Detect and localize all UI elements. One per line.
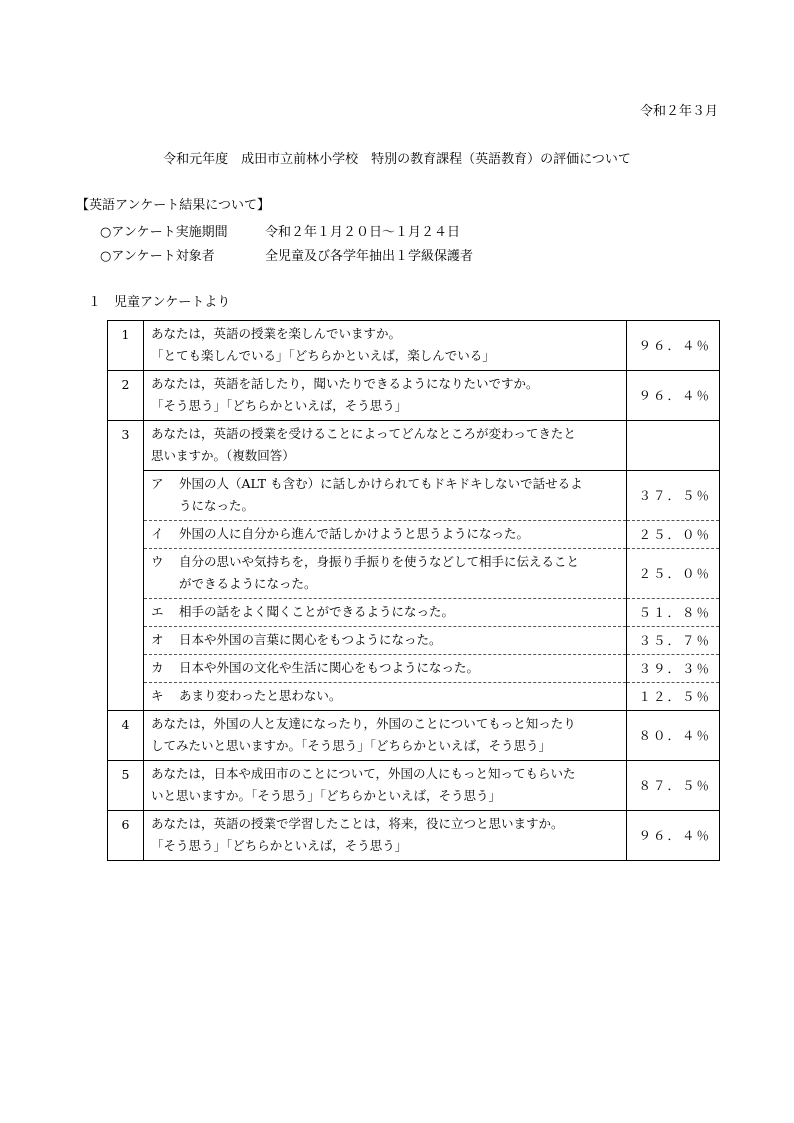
survey-period-value: 令和２年１月２０日～１月２４日: [265, 225, 461, 240]
question-text: [144, 321, 627, 371]
question-text: [144, 811, 627, 861]
empty-cell: [108, 627, 144, 655]
question-number: 4: [108, 711, 144, 761]
survey-target: [100, 245, 473, 264]
option-value: ３９．３％: [627, 655, 720, 683]
option-value: ３７．５％: [627, 471, 720, 521]
option-value: １２．５％: [627, 683, 720, 711]
option-line: あまり変わったと思わない。: [179, 688, 342, 703]
option-label: ウ: [151, 554, 164, 569]
option-row: [108, 683, 720, 711]
survey-results-table: [107, 320, 720, 861]
question-line: あなたは，英語の授業で学習したことは，将来，役に立つと思いますか。: [151, 816, 564, 831]
question-line: 「そう思う」「どちらかといえば，そう思う」: [151, 838, 408, 853]
option-label: イ: [151, 526, 164, 541]
question-line: あなたは，英語を話したり，聞いたりできるようになりたいですか。: [151, 376, 539, 391]
question-number: 5: [108, 761, 144, 811]
question-line: あなたは，日本や成田市のことについて，外国の人にもっと知ってもらいた: [151, 766, 576, 781]
question-value: ９６．４％: [627, 321, 720, 371]
question-line: あなたは，英語の授業を楽しんでいますか。: [151, 326, 402, 341]
question-line: あなたは，英語の授業を受けることによってどんなところが変わってきたと: [151, 426, 576, 441]
table-row: [108, 711, 720, 761]
question-number: 6: [108, 811, 144, 861]
question-value: [627, 421, 720, 471]
question-line: いと思いますか。「そう思う」「どちらかといえば，そう思う」: [151, 788, 502, 803]
question-text: [144, 711, 627, 761]
question-text: [144, 761, 627, 811]
survey-period-label: ○アンケート実施期間: [100, 225, 228, 240]
table-row: [108, 811, 720, 861]
question-value: ９６．４％: [627, 371, 720, 421]
question-number: 3: [108, 421, 144, 471]
empty-cell: [108, 471, 144, 521]
option-line: 外国の人（ALT も含む）に話しかけられてもドキドキしないで話せるよ: [179, 476, 583, 491]
question-number: 1: [108, 321, 144, 371]
option-label: ア: [151, 476, 164, 491]
option-value: ２５．０％: [627, 521, 720, 549]
option-row: [108, 549, 720, 599]
empty-cell: [108, 521, 144, 549]
option-text: [144, 655, 627, 683]
option-value: ５１．８％: [627, 599, 720, 627]
question-line: 「そう思う」「どちらかといえば，そう思う」: [151, 398, 408, 413]
option-row: [108, 627, 720, 655]
option-label: オ: [151, 632, 164, 647]
question-number: 2: [108, 371, 144, 421]
empty-cell: [108, 599, 144, 627]
section-heading: 【英語アンケート結果について】: [76, 198, 270, 213]
empty-cell: [108, 549, 144, 599]
document-date: 令和２年３月: [639, 104, 718, 119]
question-line: してみたいと思いますか。「そう思う」「どちらかといえば，そう思う」: [151, 738, 552, 753]
question-text: [144, 371, 627, 421]
question-value: ９６．４％: [627, 811, 720, 861]
question-text: [144, 421, 627, 471]
question-line: 思いますか。（複数回答）: [151, 448, 295, 463]
option-line: 外国の人に自分から進んで話しかけようと思うようになった。: [179, 526, 530, 541]
option-text: [144, 627, 627, 655]
option-text: [144, 471, 627, 521]
option-label: カ: [151, 660, 164, 675]
option-row: [108, 599, 720, 627]
table-row: [108, 761, 720, 811]
option-text: [144, 521, 627, 549]
option-text: [144, 549, 627, 599]
document-title: 令和元年度 成田市立前林小学校 特別の教育課程（英語教育）の評価について: [163, 152, 631, 167]
option-line: ができるようになった。: [179, 576, 317, 591]
question-line: 「とても楽しんでいる」「どちらかといえば，楽しんでいる」: [151, 348, 495, 363]
question-line: あなたは，外国の人と友達になったり，外国のことについてもっと知ったり: [151, 716, 576, 731]
survey-target-label: ○アンケート対象者: [100, 249, 215, 264]
question-value: ８０．４％: [627, 711, 720, 761]
empty-cell: [108, 683, 144, 711]
option-row: [108, 521, 720, 549]
option-line: 日本や外国の文化や生活に関心をもつようになった。: [179, 660, 480, 675]
option-value: ２５．０％: [627, 549, 720, 599]
option-text: [144, 683, 627, 711]
table-row: [108, 421, 720, 471]
empty-cell: [108, 655, 144, 683]
option-line: 日本や外国の言葉に関心をもつようになった。: [179, 632, 442, 647]
option-row: [108, 655, 720, 683]
table-row: [108, 321, 720, 371]
subsection-heading: １ 児童アンケートより: [88, 295, 231, 310]
option-text: [144, 599, 627, 627]
option-label: エ: [151, 604, 164, 619]
option-line: 自分の思いや気持ちを，身振り手振りを使うなどして相手に伝えること: [179, 554, 580, 569]
option-line: 相手の話をよく聞くことができるようになった。: [179, 604, 455, 619]
survey-target-value: 全児童及び各学年抽出１学級保護者: [265, 249, 474, 264]
option-value: ３５．７％: [627, 627, 720, 655]
survey-period: [100, 221, 460, 240]
option-label: キ: [151, 688, 164, 703]
question-value: ８７．５％: [627, 761, 720, 811]
table-row: [108, 371, 720, 421]
option-row: [108, 471, 720, 521]
option-line: うになった。: [179, 498, 255, 513]
